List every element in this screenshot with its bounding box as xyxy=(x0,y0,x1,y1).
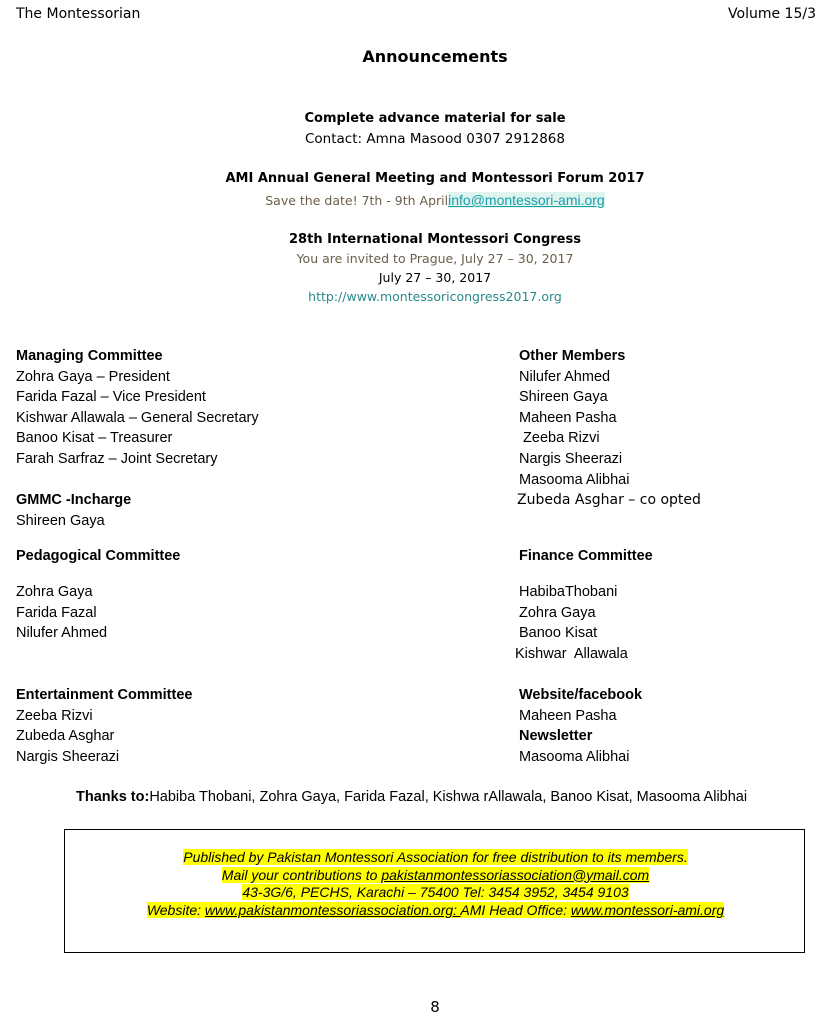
gmmc-section xyxy=(16,490,131,531)
list-item: Zohra Gaya xyxy=(519,604,596,621)
list-item: Farah Sarfraz – Joint Secretary xyxy=(16,450,218,467)
list-item: Zubeda Asghar xyxy=(16,728,115,745)
pedagogical-heading-wrap xyxy=(16,546,180,567)
entertainment-heading: Entertainment Committee xyxy=(16,687,193,703)
newsletter-heading: Newsletter xyxy=(519,728,593,745)
finance-heading: Finance Committee xyxy=(519,548,653,564)
volume-label: Volume 15/3 xyxy=(728,6,816,22)
thanks-line xyxy=(76,789,747,805)
thanks-label: Thanks to: xyxy=(76,789,150,805)
list-item: Nargis Sheerazi xyxy=(519,450,623,467)
sale-contact: Contact: Amna Masood 0307 2912868 xyxy=(305,131,565,147)
list-item: Maheen Pasha xyxy=(519,707,617,724)
managing-heading: Managing Committee xyxy=(16,348,163,364)
page-number: 8 xyxy=(430,998,440,1016)
list-item: Maheen Pasha xyxy=(519,409,617,426)
ami-prefix: AMI Head Office: xyxy=(460,901,571,918)
list-item: Banoo Kisat – Treasurer xyxy=(16,430,173,447)
website-newsletter xyxy=(519,685,642,767)
congress-url-link[interactable]: http://www.montessoricongress2017.org xyxy=(308,289,562,304)
publisher-line-3: 43-3G/6, PECHS, Karachi – 75400 Tel: 3454 3952, 3454 9103 xyxy=(242,884,629,900)
pedagogical-heading: Pedagogical Committee xyxy=(16,548,181,564)
list-item: Shireen Gaya xyxy=(519,389,608,406)
list-item: Zohra Gaya xyxy=(16,584,93,600)
agm-line xyxy=(0,190,832,209)
pma-website-link[interactable]: www.pakistanmontessoriassociation.org: xyxy=(204,901,461,918)
publisher-line-2 xyxy=(222,867,649,883)
list-item: Farida Fazal – Vice President xyxy=(16,389,206,406)
list-item: Farida Fazal xyxy=(16,604,97,621)
mail-prefix: Mail your contributions to xyxy=(221,866,382,883)
publication-name: The Montessorian xyxy=(16,6,141,22)
website-prefix: Website: xyxy=(146,901,205,918)
list-item: Masooma Alibhai xyxy=(519,471,630,488)
list-item: Kishwar Allawala – General Secretary xyxy=(16,409,259,426)
list-item: HabibaThobani xyxy=(519,584,618,600)
thanks-names: Habiba Thobani, Zohra Gaya, Farida Fazal, Kishwa rAllawala, Banoo Kisat, Masooma Alibhai xyxy=(149,789,748,805)
list-item: Zeeba Rizvi xyxy=(519,430,600,447)
managing-committee xyxy=(16,346,259,470)
list-item: Nargis Sheerazi xyxy=(16,748,120,765)
list-item: Shireen Gaya xyxy=(16,512,105,529)
sale-heading: Complete advance material for sale xyxy=(304,111,566,126)
agm-note: Save the date! 7th - 9th April xyxy=(265,193,449,208)
list-item: Masooma Alibhai xyxy=(519,748,630,765)
other-members xyxy=(519,346,629,490)
finance-members xyxy=(515,582,628,664)
website-heading: Website/facebook xyxy=(519,687,643,703)
list-item: Zeeba Rizvi xyxy=(16,707,93,724)
list-item: Zohra Gaya – President xyxy=(16,368,170,385)
congress-dates: July 27 – 30, 2017 xyxy=(378,270,492,285)
publisher-line-1: Published by Pakistan Montessori Association for free distribution to its members. xyxy=(183,849,688,865)
publisher-lines xyxy=(65,849,806,919)
list-item: Nilufer Ahmed xyxy=(16,625,108,642)
agm-email-link[interactable]: info@montessori-ami.org xyxy=(448,192,605,208)
ami-website-link[interactable]: www.montessori-ami.org xyxy=(570,901,725,918)
publisher-line-4 xyxy=(147,902,724,918)
list-item: Nilufer Ahmed xyxy=(519,368,611,385)
page-title: Announcements xyxy=(362,47,508,66)
agm-heading: AMI Annual General Meeting and Montessori Forum 2017 xyxy=(225,171,645,186)
publisher-box xyxy=(64,829,805,953)
congress-heading: 28th International Montessori Congress xyxy=(289,232,581,247)
other-heading: Other Members xyxy=(519,348,626,364)
pedagogical-members xyxy=(16,582,107,644)
contribution-email-link[interactable]: pakistanmontessoriassociation@ymail.com xyxy=(381,866,650,883)
list-item: Banoo Kisat xyxy=(519,625,598,642)
entertainment-committee xyxy=(16,685,192,767)
list-item: Kishwar Allawala xyxy=(515,645,628,662)
gmmc-heading: GMMC -Incharge xyxy=(16,492,132,508)
finance-heading-wrap xyxy=(519,546,653,567)
co-opted-member: Zubeda Asghar – co opted xyxy=(517,492,701,508)
congress-invite: You are invited to Prague, July 27 – 30, 2017 xyxy=(296,251,574,266)
